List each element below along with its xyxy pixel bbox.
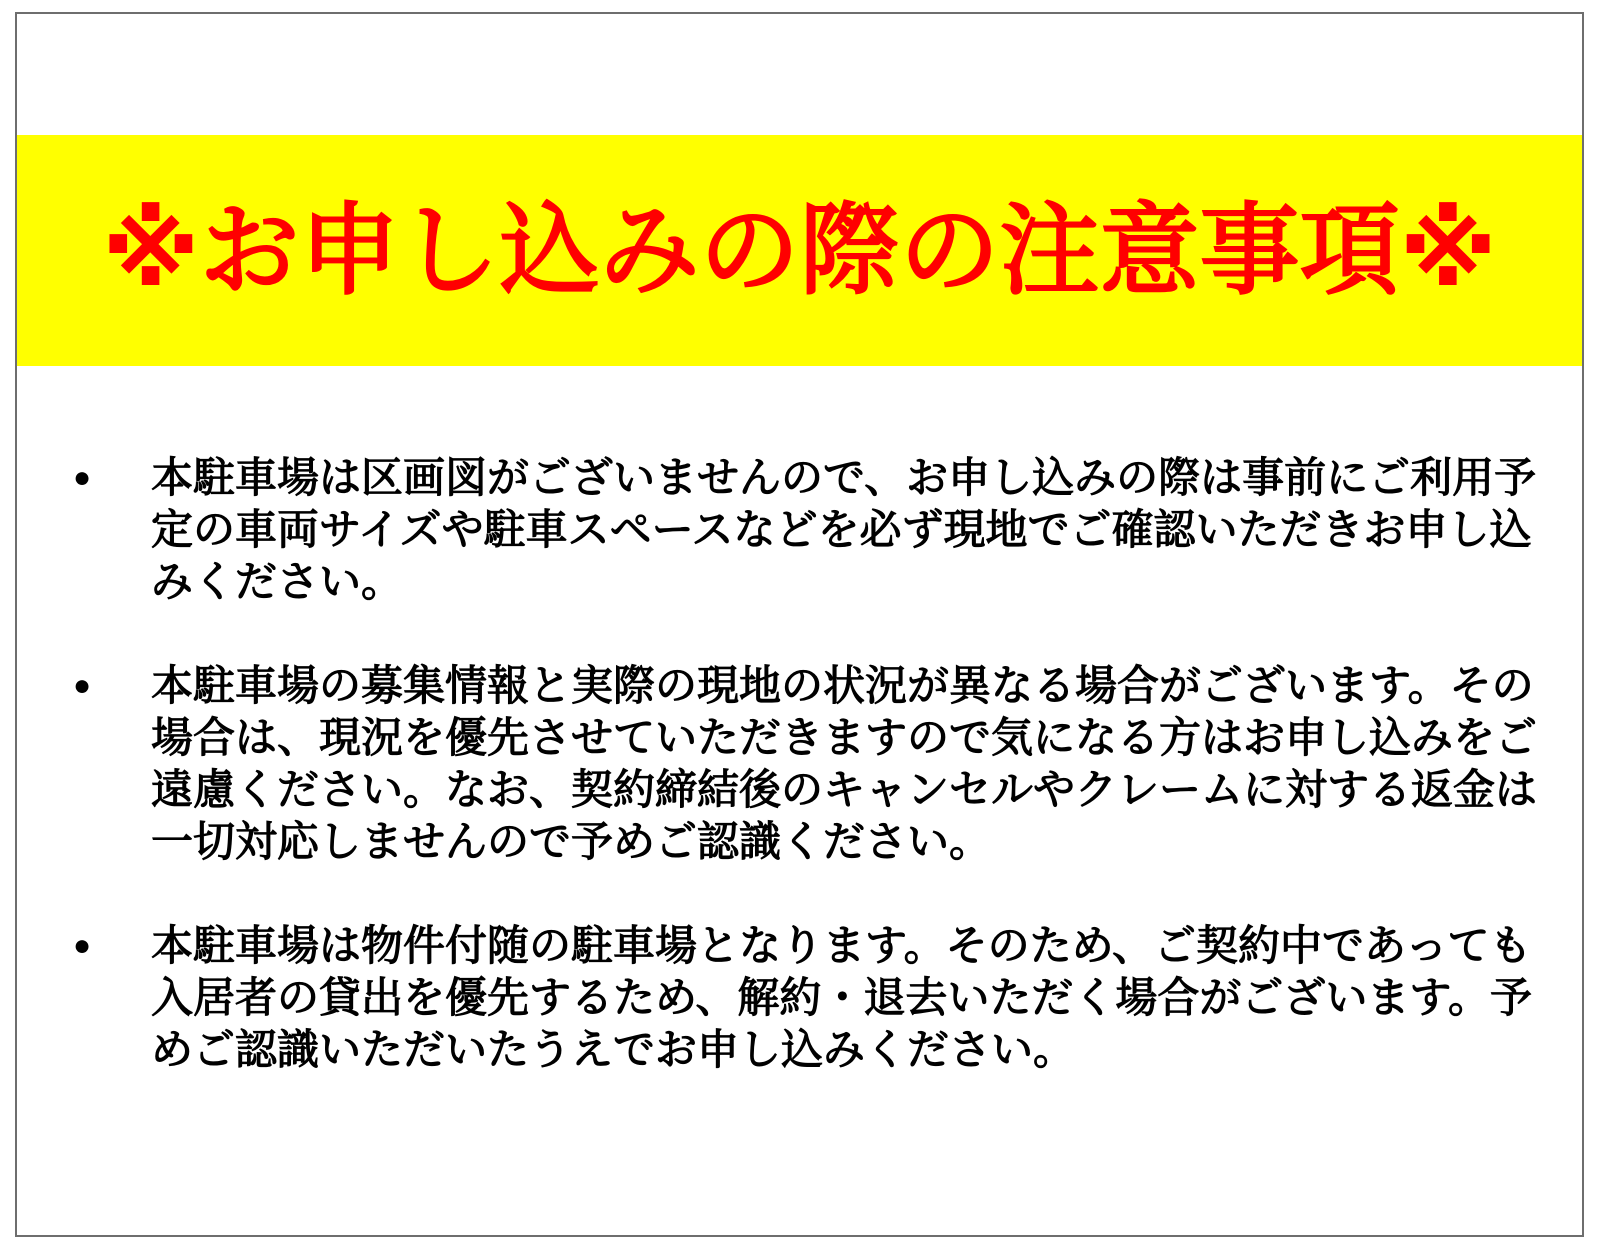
notice-list [73, 452, 1542, 1076]
page-title: ※お申し込みの際の注意事項※ [102, 194, 1497, 307]
bullet-icon: ● [73, 929, 92, 962]
notice-body [17, 366, 1582, 1076]
bullet-icon: ● [73, 461, 92, 494]
top-margin [17, 14, 1582, 135]
bullet-icon: ● [73, 669, 92, 702]
notice-sheet [15, 12, 1584, 1237]
notice-text: 本駐車場は物件付随の駐車場となります。そのため、ご契約中であっても入居者の貸出を優先するため、解約・退去いただく場合がございます。予めご認識いただいたうえでお申し込みください。 [151, 922, 1532, 1073]
notice-item [73, 452, 1542, 608]
title-banner [17, 135, 1582, 366]
notice-item [73, 660, 1542, 868]
notice-text: 本駐車場の募集情報と実際の現地の状況が異なる場合がございます。その場合は、現況を優先させていただきますので気になる方はお申し込みをご遠慮ください。なお、契約締結後のキャンセルやクレームに対する返金は一切対応しませんので予めご認識ください。 [151, 662, 1538, 865]
notice-text: 本駐車場は区画図がございませんので、お申し込みの際は事前にご利用予定の車両サイズや駐車スペースなどを必ず現地でご確認いただきお申し込みください。 [151, 454, 1537, 605]
notice-item [73, 920, 1542, 1076]
